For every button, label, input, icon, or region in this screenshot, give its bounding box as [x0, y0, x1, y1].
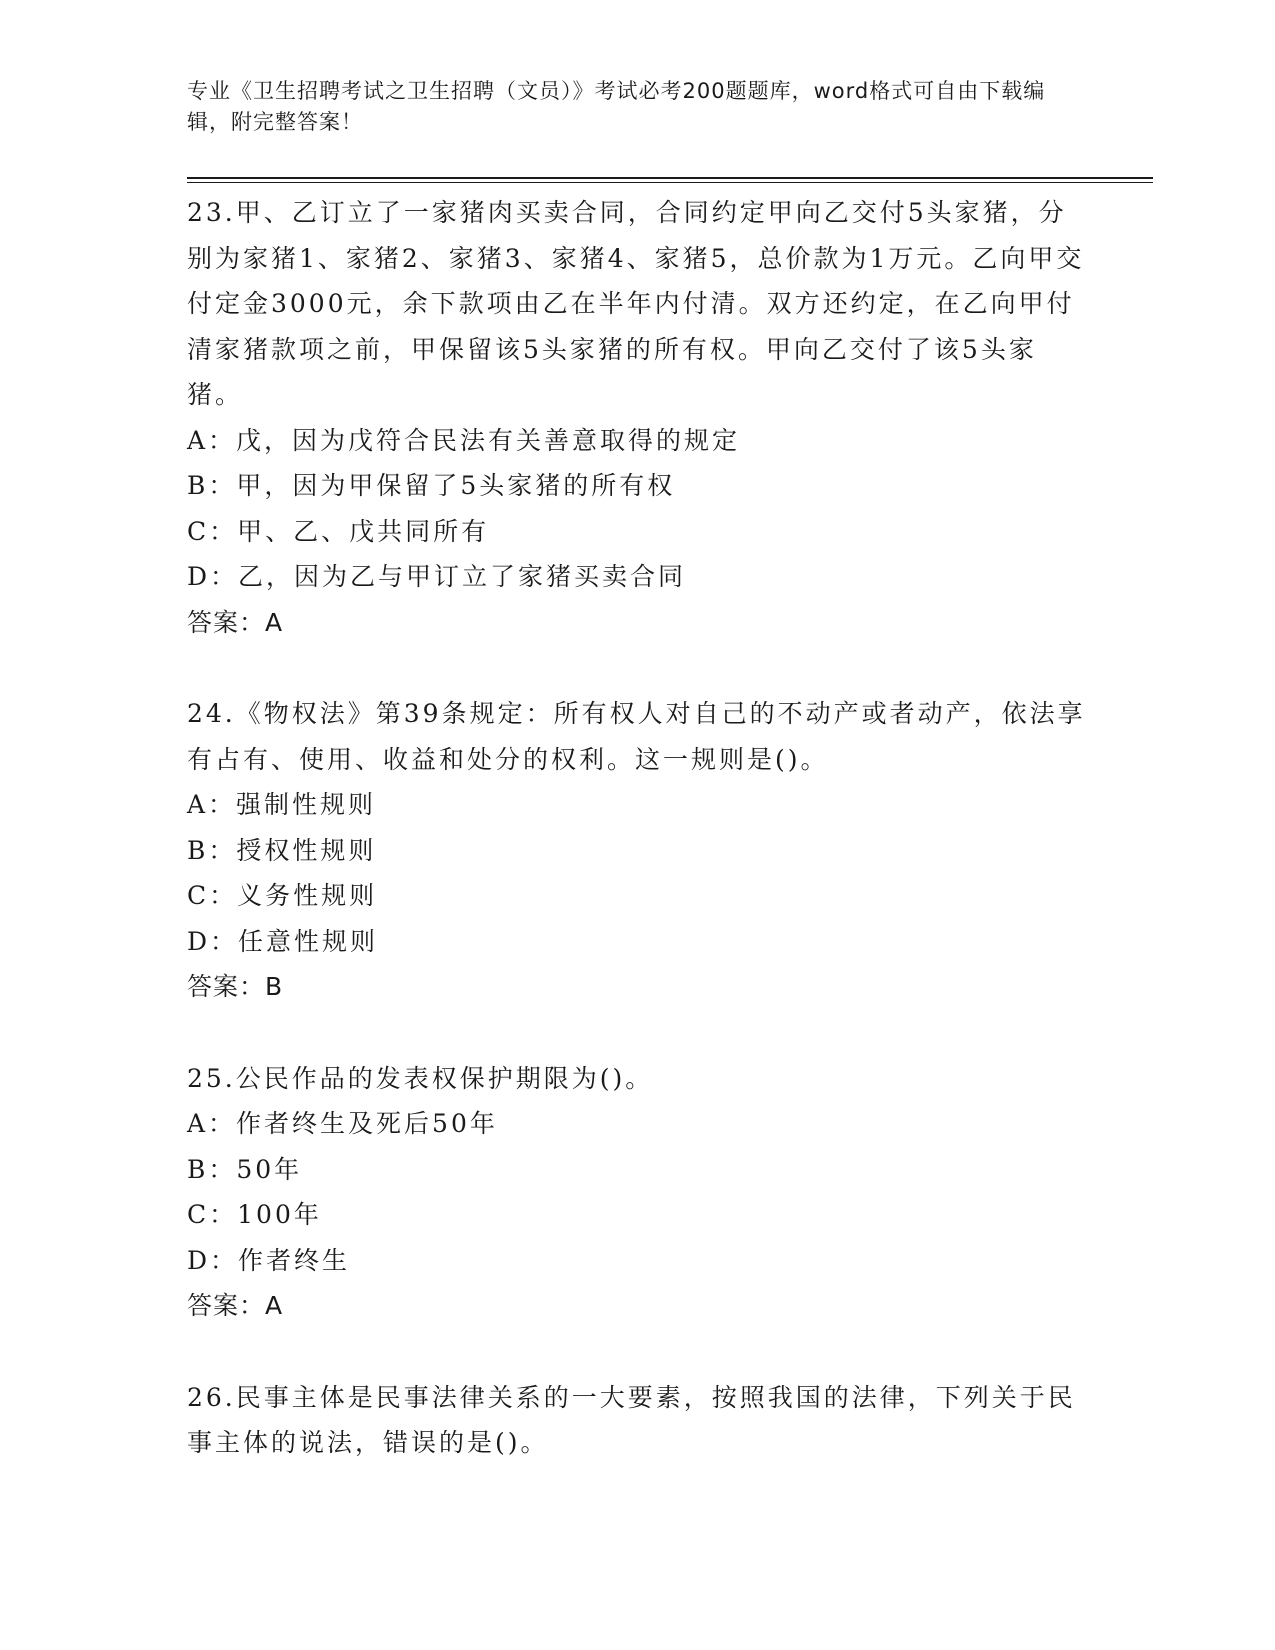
option-d: D：乙，因为乙与甲订立了家猪买卖合同: [187, 562, 687, 591]
question-25: [187, 1056, 1087, 1329]
option-c: C：甲、乙、戊共同所有: [187, 516, 490, 546]
question-stem: 23.甲、乙订立了一家猪肉买卖合同，合同约定甲向乙交付5头家猪，分别为家猪1、家猪2、家猪3、家猪4、家猪5，总价款为1万元。乙向甲交付定金3000元，余下款项由乙在半年内付清。双方还约定，在乙向甲付清家猪款项之前，甲保留该5头家猪的所有权。甲向乙交付了该5头家猪。: [187, 198, 1085, 409]
question-stem: 25.公民作品的发表权保护期限为()。: [187, 1063, 654, 1093]
question-stem: 26.民事主体是民事法律关系的一大要素，按照我国的法律，下列关于民事主体的说法，错误的是()。: [187, 1382, 1076, 1457]
question-list: [187, 190, 1087, 1466]
option-b: B：50年: [187, 1154, 303, 1184]
spacer: [187, 645, 1087, 691]
answer-line: 答案：A: [187, 1291, 284, 1320]
question-stem: 24.《物权法》第39条规定：所有权人对自己的不动产或者动产，依法享有占有、使用、收益和处分的权利。这一规则是()。: [187, 699, 1086, 774]
question-23: [187, 190, 1087, 645]
option-a: A：戊，因为戊符合民法有关善意取得的规定: [187, 425, 741, 455]
option-c: C：义务性规则: [187, 881, 378, 910]
header-divider-thin: [187, 182, 1153, 183]
option-a: A：强制性规则: [187, 790, 377, 819]
question-24: [187, 691, 1087, 1010]
header-divider-thick: [187, 177, 1153, 179]
option-d: D：作者终生: [187, 1245, 351, 1275]
option-c: C：100年: [187, 1200, 322, 1229]
option-b: B：授权性规则: [187, 835, 377, 865]
answer-line: 答案：A: [187, 607, 284, 637]
option-a: A：作者终生及死后50年: [187, 1109, 498, 1138]
option-d: D：任意性规则: [187, 926, 379, 956]
option-b: B：甲，因为甲保留了5头家猪的所有权: [187, 471, 676, 500]
document-header: 专业《卫生招聘考试之卫生招聘（文员）》考试必考200题题库，word格式可自由下载编辑，附完整答案！: [187, 79, 1046, 134]
spacer: [187, 1010, 1087, 1056]
question-26: [187, 1375, 1087, 1466]
answer-line: 答案：B: [187, 972, 284, 1001]
spacer: [187, 1329, 1087, 1375]
